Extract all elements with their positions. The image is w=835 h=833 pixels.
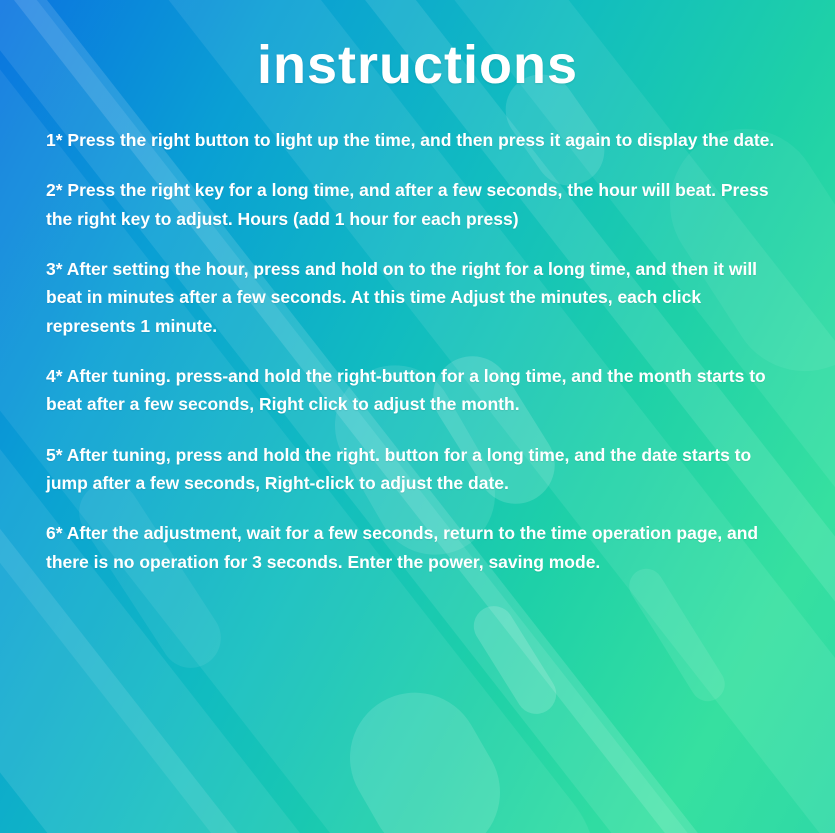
instruction-step-3: 3* After setting the hour, press and hold on to the right for a long time, and then it will beat in minutes after a few seconds. At this time Adjust the minutes, each click represents 1 minute. (46, 259, 758, 336)
instruction-step-2: 2* Press the right key for a long time, and after a few seconds, the hour will beat. Press the right key to adjust. Hours (add 1 hour for each press) (46, 180, 769, 229)
instruction-step-4: 4* After tuning. press-and hold the right-button for a long time, and the month starts to beat after a few seconds, Right click to adjust the month. (46, 366, 766, 415)
page-title: instructions (256, 35, 579, 95)
decorative-blob-6 (623, 562, 731, 707)
instruction-step-1: 1* Press the right button to light up the time, and then press it again to display the date. (46, 130, 775, 150)
instruction-step-5: 5* After tuning, press and hold the right. button for a long time, and the date starts to jump after a few seconds, Right-click to adjust the date. (46, 444, 752, 494)
decorative-blob-5 (466, 599, 564, 722)
instruction-step-6: 6* After the adjustment, wait for a few seconds, return to the time operation page, and there is no operation for 3 seconds. Enter the power, saving mode. (46, 523, 759, 572)
instructions-list (0, 96, 835, 576)
decorative-blob-4 (326, 669, 524, 833)
